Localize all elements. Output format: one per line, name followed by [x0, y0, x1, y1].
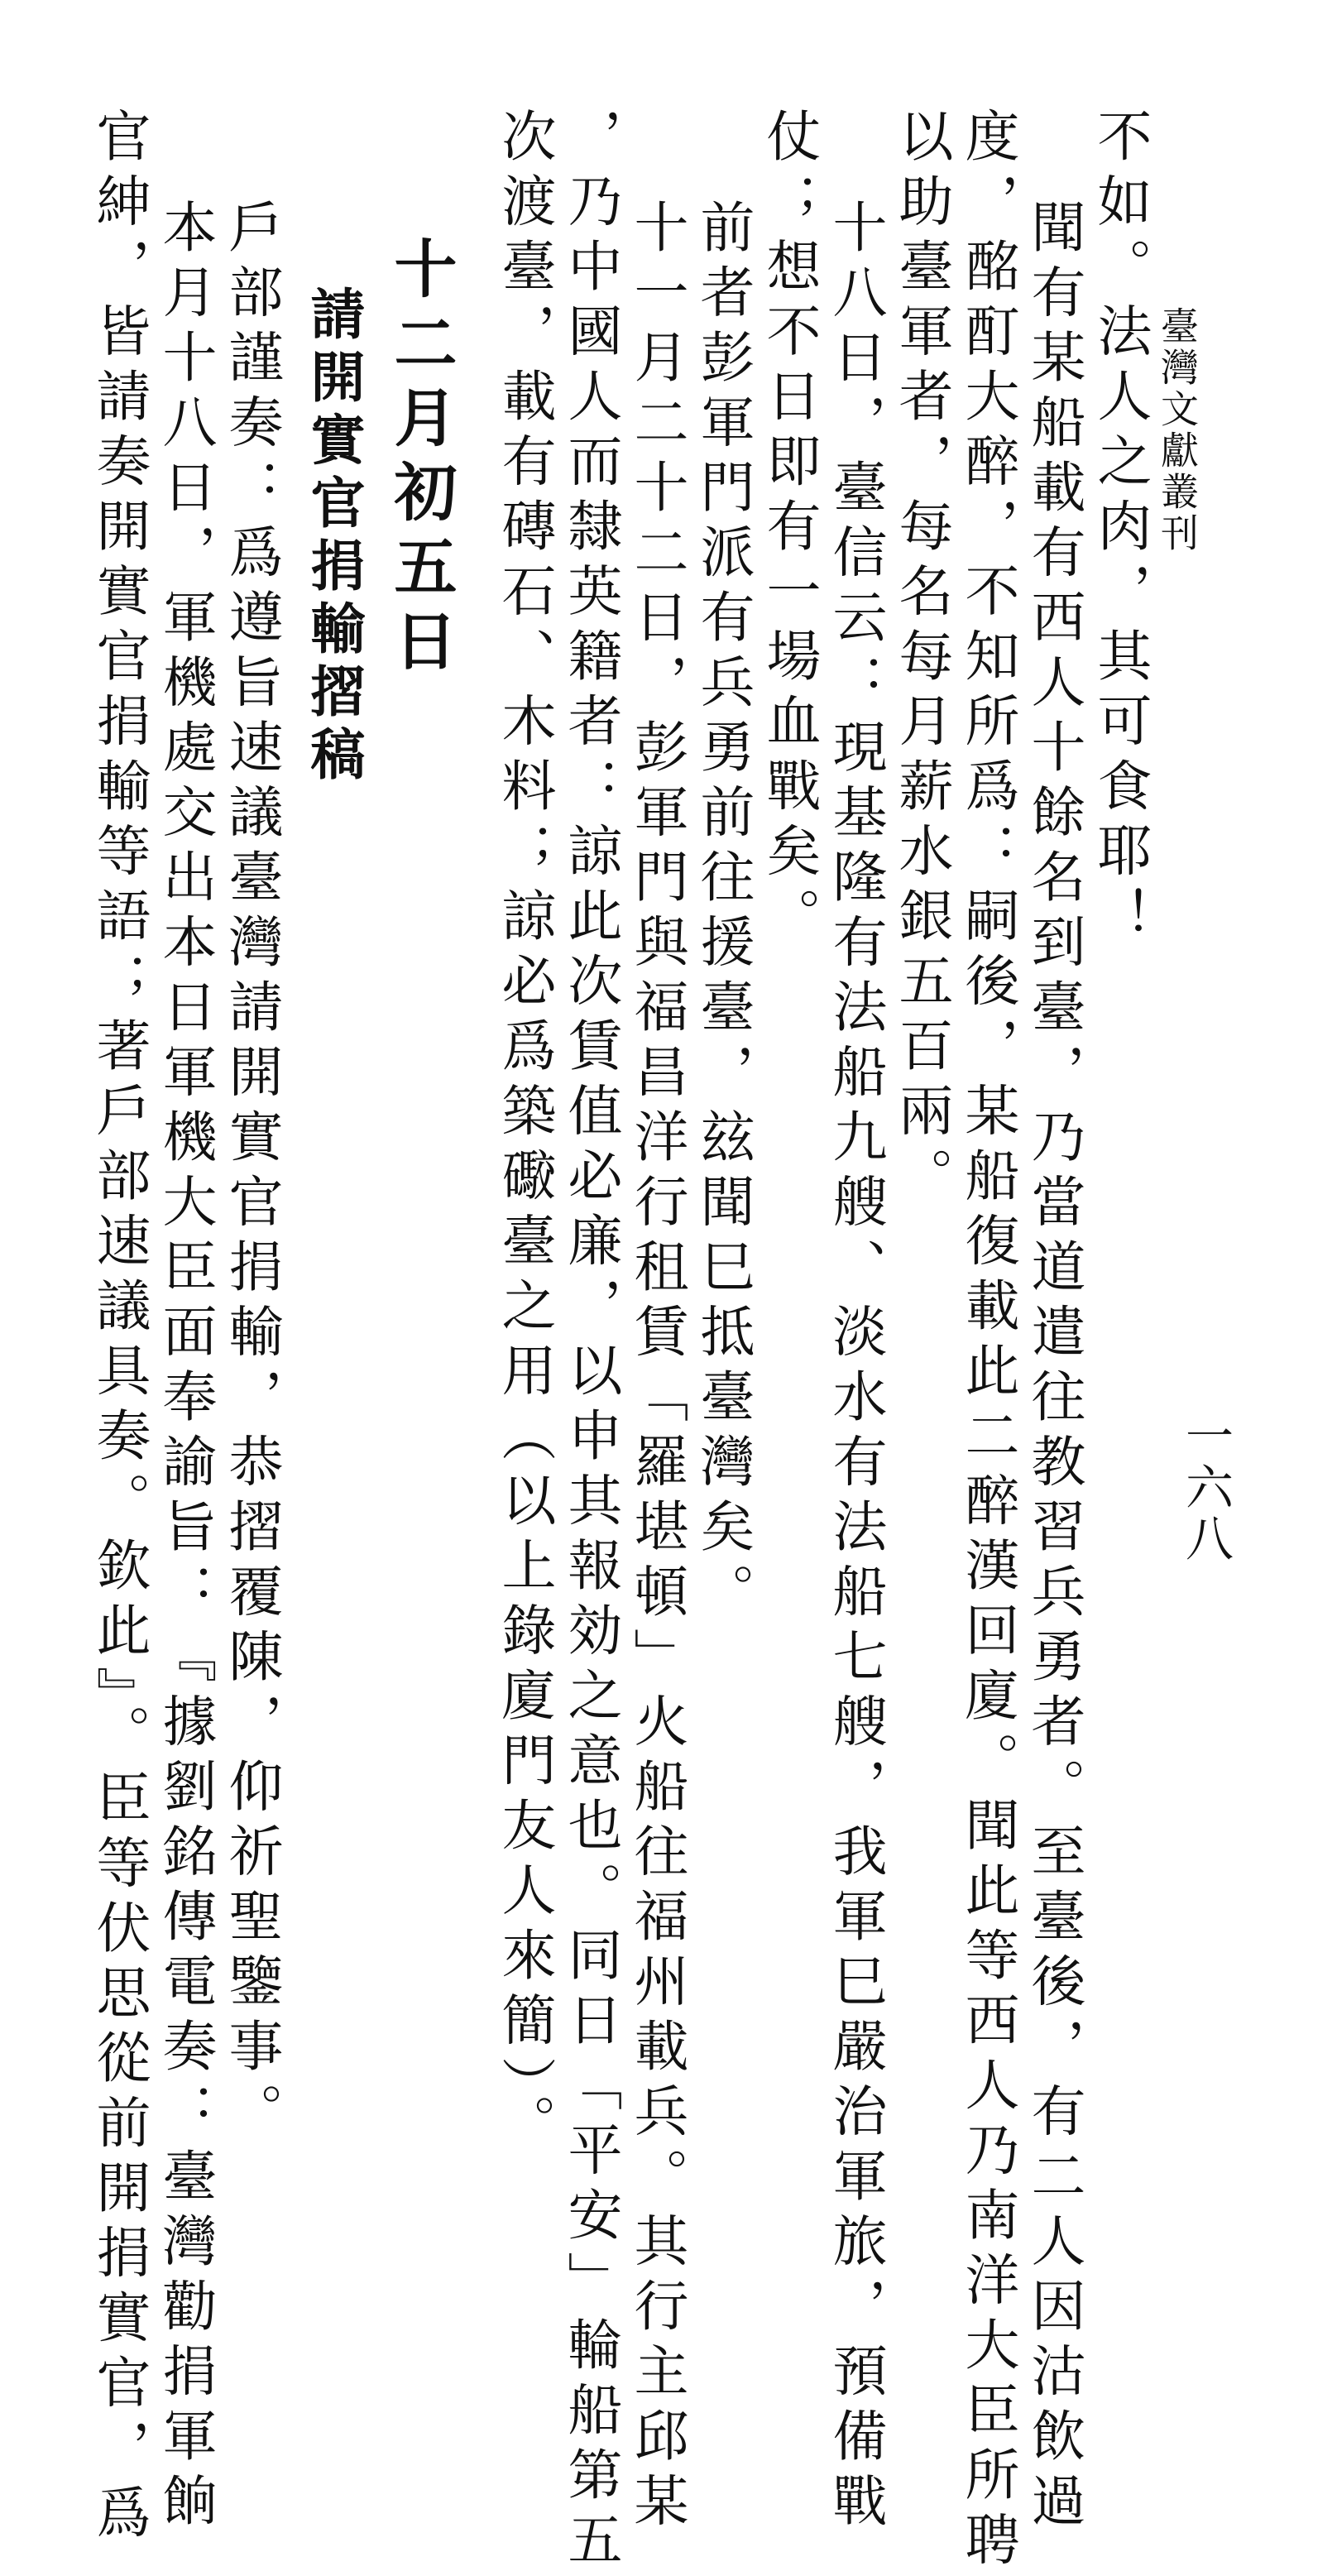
date-heading: 十二月初五日 [384, 236, 458, 683]
text-line-5: 十八日，臺信云：現基隆有法船九艘、淡水有法船七艘，我軍巳嚴治軍旅，預備戰 [823, 199, 887, 2537]
running-title: 臺灣文獻叢刊 [1155, 306, 1200, 554]
text-line-11: 戶部謹奏：爲遵旨速議臺灣請開實官捐輸，恭摺覆陳，仰祈聖鑒事。 [219, 199, 283, 2147]
text-line-4: 以助臺軍者，每名每月薪水銀五百兩。 [889, 108, 953, 1212]
text-line-7: 前者彭軍門派有兵勇前往援臺，玆聞巳抵臺灣矣。 [691, 199, 755, 1628]
document-title: 請開實官捐輸摺稿 [301, 285, 366, 789]
page-number: 一六八 [1177, 1411, 1234, 1565]
text-line-13: 官紳，皆請奏開實官捐輸等語；著戶部速議具奏。欽此』。臣等伏思從前開捐實官，爲 [87, 108, 151, 2549]
text-line-8: 十一月二十二日，彭軍門與福昌洋行租賃「羅堪頓」火船往福州載兵。其行主邱某 [625, 199, 688, 2537]
text-line-2: 聞有某船載有西人十餘名到臺，乃當道遣往教習兵勇者。至臺後，有二人因沽飲過 [1022, 199, 1085, 2537]
text-line-3: 度，酩酊大醉，不知所爲：嗣後，某船復載此二醉漢回廈。聞此等西人乃南洋大臣所聘 [956, 108, 1019, 2576]
text-line-1: 不如。法人之肉，其可食耶！ [1088, 108, 1152, 952]
text-line-10: 次渡臺，載有磚石、木料；諒必爲築礮臺之用（以上錄廈門友人來簡）。 [492, 108, 556, 2159]
text-line-6: 仗；想不日即有一場血戰矣。 [757, 108, 821, 952]
text-line-9: ，乃中國人而隸英籍者：諒此次賃值必廉，以申其報効之意也。同日「平安」輪船第五 [558, 108, 622, 2576]
text-line-12: 本月十八日，軍機處交出本日軍機大臣面奉諭旨：『據劉銘傳電奏：臺灣勸捐軍餉 [153, 199, 217, 2537]
